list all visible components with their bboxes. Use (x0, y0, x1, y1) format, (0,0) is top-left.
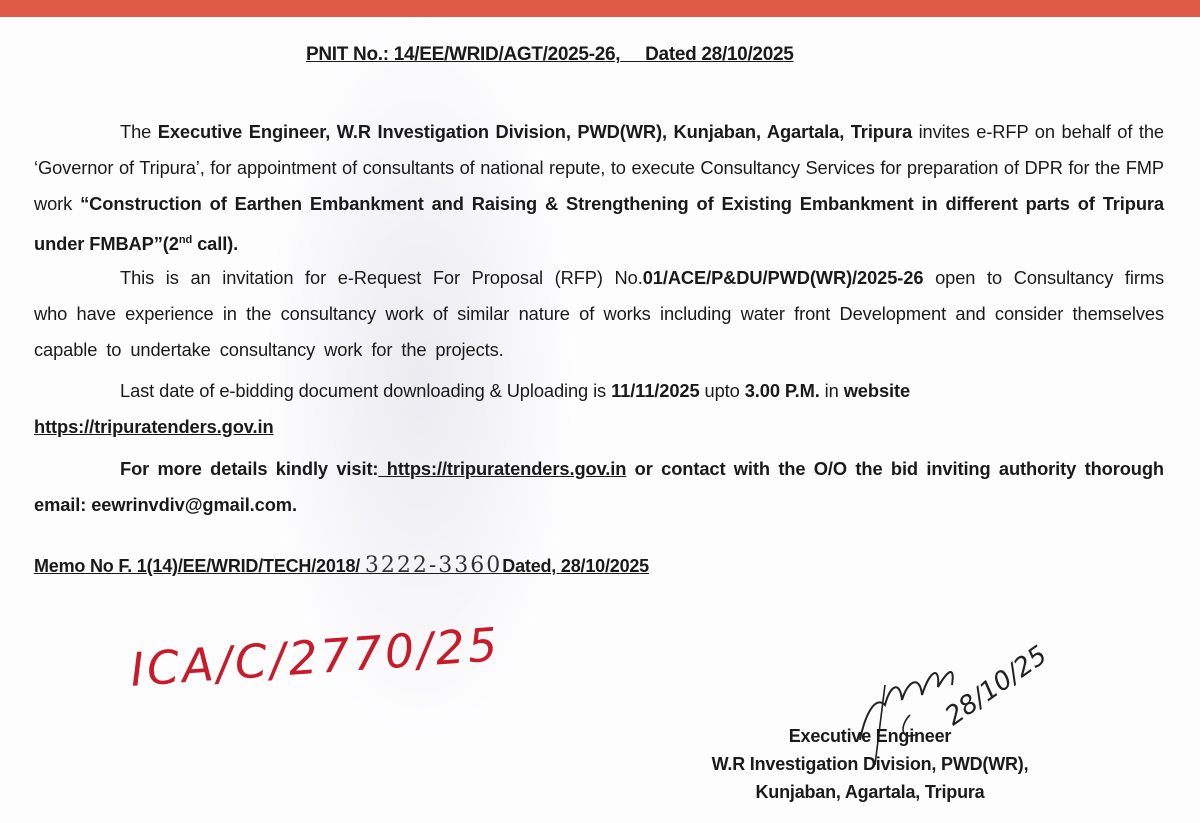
text: The (120, 121, 158, 142)
superscript: nd (178, 234, 193, 246)
text: in (819, 380, 844, 401)
text: Last date of e-bidding document downloading & Uploading is (120, 380, 612, 401)
website-label: website (843, 380, 911, 401)
signatory-title: Executive Engineer (788, 726, 952, 746)
handwritten-reference: ICA/C/2770/25 (128, 617, 502, 697)
text: This is an invitation for e-Request For Proposal (RFP) No. (120, 267, 643, 288)
memo-line (34, 553, 649, 578)
paragraph-rfp (34, 260, 1164, 368)
paragraph-last-date (34, 373, 1164, 445)
signatory-division: W.R Investigation Division, PWD(WR), (711, 754, 1029, 774)
paragraph-invitation (34, 114, 1164, 262)
text: open to Consultancy firms who have experience in the consultancy work of similar nature of works including water front Development and consider themselves capable to undertake consultancy work for the projects. (34, 267, 1164, 360)
paragraph-contact (34, 451, 1164, 523)
signatory-block (690, 722, 1050, 806)
tender-website-link[interactable]: https://tripuratenders.gov.in (34, 416, 274, 437)
contact-text: or contact with the O/O the bid inviting authority thorough email: eewrinvdiv@gmail.com. (34, 458, 1164, 515)
last-date: 11/11/2025 (611, 380, 700, 401)
memo-number: Memo No F. 1(14)/EE/WRID/TECH/2018/ (34, 556, 365, 576)
call-text: call). (192, 233, 239, 255)
text: invites e-RFP on behalf of the ‘Governor of Tripura’, for appointment of consultants of national repute, to execute Consultancy Services for preparation of DPR for the FMP work (34, 121, 1164, 214)
pnit-date: Dated 28/10/2025 (645, 44, 794, 65)
rfp-number: 01/ACE/P&DU/PWD(WR)/2025-26 (642, 267, 924, 288)
signatory-address: Kunjaban, Agartala, Tripura (755, 782, 985, 802)
top-bar (0, 0, 1200, 17)
work-name: “Construction of Earthen Embankment and Raising & Strengthening of Existing Embankment in different parts of Tripura under FMBAP”(2 (34, 193, 1164, 255)
last-time: 3.00 P.M. (744, 380, 820, 401)
pnit-number: PNIT No.: 14/EE/WRID/AGT/2025-26, (306, 44, 621, 65)
details-website-link[interactable]: https://tripuratenders.gov.in (378, 458, 627, 479)
signature-date: 28/10/25 (939, 640, 1053, 732)
notice-heading (306, 44, 794, 66)
memo-handwritten-number: 3222-3360 (364, 553, 503, 578)
issuing-authority: Executive Engineer, W.R Investigation Division, PWD(WR), Kunjaban, Agartala, Tripura (157, 121, 913, 142)
memo-date: Dated, 28/10/2025 (502, 556, 649, 576)
details-label: For more details kindly visit: (120, 458, 379, 479)
text: upto (699, 380, 745, 401)
